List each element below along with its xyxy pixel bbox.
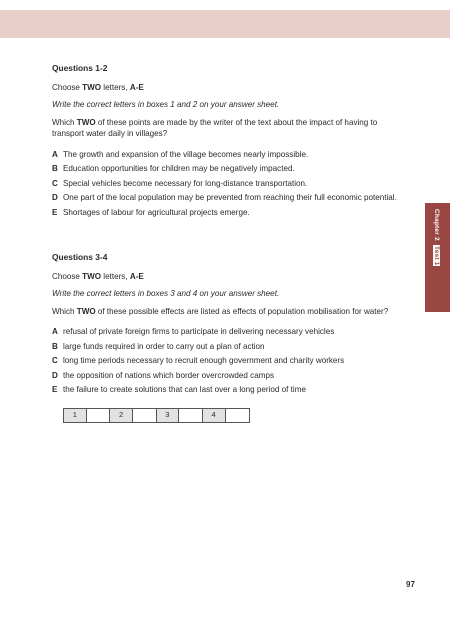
questions-3-4-section: [52, 252, 402, 423]
answer-box-1[interactable]: [87, 409, 111, 422]
answer-box-4[interactable]: [226, 409, 249, 422]
write-instruction: Write the correct letters in boxes 3 and 4 on your answer sheet.: [52, 289, 280, 298]
option-c: C Special vehicles become necessary for long-distance transportation.: [52, 178, 308, 188]
choose-instruction: Choose TWO letters, A-E: [52, 271, 144, 281]
question-text: Which TWO of these possible effects are listed as effects of population mobilisation for water?: [52, 306, 389, 316]
page-number: 97: [406, 580, 415, 589]
chapter-number: 2: [433, 236, 440, 241]
section-heading: Questions 1-2: [52, 63, 108, 73]
option-a: A refusal of private foreign firms to participate in delivering necessary vehicles: [52, 327, 335, 336]
option-d: D the opposition of nations which border overcrowded camps: [52, 370, 275, 380]
option-b: B Education opportunities for children may be negatively impacted.: [52, 164, 295, 173]
option-c: C long time periods necessary to recruit enough government and charity workers: [52, 356, 345, 365]
option-e: E the failure to create solutions that can last over a long period of time: [52, 385, 306, 394]
header-band: [0, 10, 450, 38]
page-content: [52, 63, 402, 423]
write-instruction: Write the correct letters in boxes 1 and 2 on your answer sheet.: [52, 100, 280, 109]
question-text: Which TWO of these points are made by the writer of the text about the impact of having to transport water daily in villages?: [52, 117, 378, 138]
choose-instruction: Choose TWO letters, A-E: [52, 82, 144, 92]
answer-box-number: 1: [64, 409, 87, 422]
answer-box-3[interactable]: [179, 409, 203, 422]
answer-box-number: 2: [110, 409, 133, 422]
option-b: B large funds required in order to carry out a plan of action: [52, 341, 265, 351]
answer-box-number: 3: [157, 409, 180, 422]
chapter-side-tab: [425, 203, 450, 312]
option-d: D One part of the local population may be prevented from reaching their full economic potential.: [52, 193, 397, 202]
answer-box-number: 4: [203, 409, 226, 422]
answer-box-table: [63, 408, 250, 423]
questions-1-2-section: [52, 63, 402, 218]
option-a: A The growth and expansion of the village becomes nearly impossible.: [52, 149, 309, 159]
chapter-label: Chapter: [433, 209, 440, 235]
section-heading: Questions 3-4: [52, 252, 108, 262]
option-e: E Shortages of labour for agricultural projects emerge.: [52, 207, 250, 217]
answer-box-2[interactable]: [133, 409, 157, 422]
test-label: Test 1: [433, 245, 440, 266]
